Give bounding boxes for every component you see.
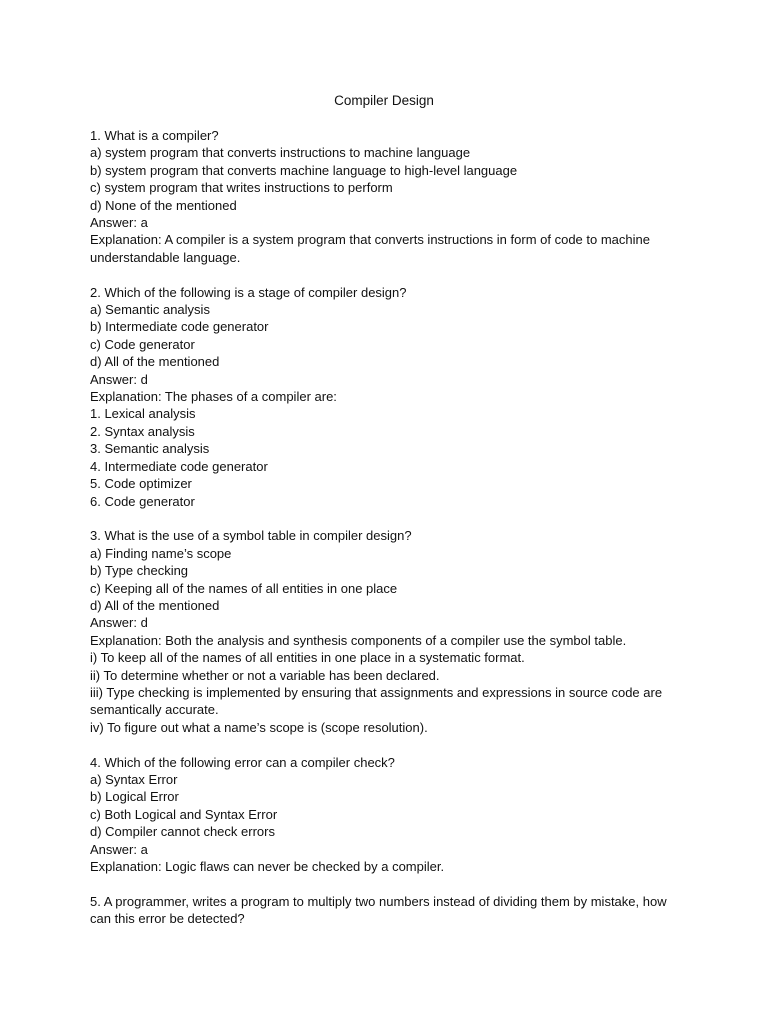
answer: Answer: a	[90, 841, 148, 857]
option-b: b) system program that converts machine language to high-level language	[90, 162, 518, 178]
question-text: 1. What is a compiler?	[90, 128, 219, 143]
option-d: d) All of the mentioned	[90, 597, 220, 613]
question-block-5	[90, 893, 690, 928]
option-d: d) All of the mentioned	[90, 354, 220, 370]
explanation-item: ii) To determine whether or not a variable has been declared.	[90, 667, 440, 683]
question-block-4	[90, 754, 690, 876]
explanation-item: 4. Intermediate code generator	[90, 458, 268, 474]
explanation-item: 1. Lexical analysis	[90, 406, 196, 422]
option-a: a) Semantic analysis	[90, 302, 210, 318]
page-title: Compiler Design	[334, 93, 434, 108]
explanation-item: iv) To figure out what a name’s scope is (scope resolution).	[90, 719, 428, 735]
question-text: 3. What is the use of a symbol table in compiler design?	[90, 528, 412, 544]
question-block-3	[90, 527, 690, 736]
question-text: 5. A programmer, writes a program to multiply two numbers instead of dividing them by mistake, how can this error be detected?	[90, 893, 667, 927]
explanation-item: 6. Code generator	[90, 493, 195, 509]
answer: Answer: d	[90, 615, 148, 631]
question-block-1	[90, 127, 690, 266]
explanation: Explanation: Both the analysis and synthesis components of a compiler use the symbol table.	[90, 632, 627, 648]
option-d: d) Compiler cannot check errors	[90, 824, 275, 840]
explanation: Explanation: A compiler is a system program that converts instructions in form of code to machine understandable language.	[90, 232, 650, 265]
option-c: c) Keeping all of the names of all entities in one place	[90, 580, 398, 596]
answer: Answer: a	[90, 215, 148, 231]
option-a: a) system program that converts instructions to machine language	[90, 145, 471, 161]
document-body	[90, 127, 690, 945]
option-a: a) Syntax Error	[90, 771, 178, 787]
explanation-item: i) To keep all of the names of all entities in one place in a systematic format.	[90, 650, 525, 666]
explanation: Explanation: Logic flaws can never be checked by a compiler.	[90, 859, 445, 875]
option-a: a) Finding name’s scope	[90, 545, 232, 561]
option-c: c) Code generator	[90, 336, 195, 352]
question-text: 4. Which of the following error can a compiler check?	[90, 754, 395, 770]
explanation-item: iii) Type checking is implemented by ensuring that assignments and expressions in source code are semantically accurate.	[90, 684, 663, 718]
question-text: 2. Which of the following is a stage of compiler design?	[90, 284, 407, 300]
question-block-2	[90, 284, 690, 510]
option-d: d) None of the mentioned	[90, 197, 237, 213]
option-c: c) system program that writes instructions to perform	[90, 180, 393, 196]
answer: Answer: d	[90, 371, 148, 387]
explanation: Explanation: The phases of a compiler are:	[90, 389, 337, 405]
option-b: b) Type checking	[90, 563, 189, 579]
explanation-item: 2. Syntax analysis	[90, 423, 195, 439]
explanation-item: 5. Code optimizer	[90, 476, 192, 492]
option-b: b) Intermediate code generator	[90, 319, 269, 335]
option-b: b) Logical Error	[90, 789, 179, 805]
explanation-item: 3. Semantic analysis	[90, 441, 210, 457]
option-c: c) Both Logical and Syntax Error	[90, 806, 278, 822]
